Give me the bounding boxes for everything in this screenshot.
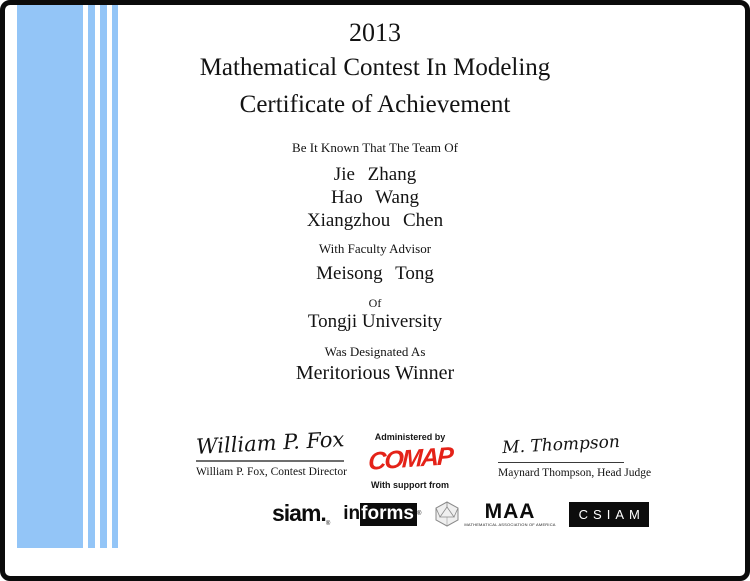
signature-block-head-judge [498,431,652,479]
head-judge-caption: Maynard Thompson, Head Judge [498,467,652,479]
signature-block-contest-director [195,427,347,478]
contest-director-caption: William P. Fox, Contest Director [196,466,347,478]
advisor-intro-text: With Faculty Advisor [318,241,432,256]
team-member-name: Xiangzhou Chen [306,210,444,231]
csiam-logo: CSIAM [569,502,649,527]
maa-icosahedron-icon [434,501,460,527]
advisor-name: Meisong Tong [316,263,434,284]
designation-text: Meritorious Winner [295,362,455,384]
team-member-name: Hao Wang [331,187,419,208]
of-label: Of [368,296,382,310]
registered-mark-icon: ® [416,511,422,517]
certificate-title: Certificate of Achievement [239,91,511,118]
head-judge-signature: M. Thompson [501,431,621,459]
designation-intro-text: Was Designated As [324,344,426,359]
signature-line [498,462,624,463]
sponsor-logo-row [272,499,649,529]
administered-by-label: Administered by [374,432,446,442]
contest-title: Mathematical Contest In Modeling [199,54,551,81]
contest-director-signature: William P. Fox [195,427,345,459]
institution-name: Tongji University [307,311,443,332]
team-member-name: Jie Zhang [333,164,417,185]
certificate-year: 2013 [349,18,401,47]
with-support-from-label: With support from [371,480,449,490]
siam-logo: $siam._®$ [272,500,331,528]
comap-logo: COMAP [367,442,453,476]
team-member-list [0,163,750,232]
maa-wordmark: MAA [484,500,536,523]
comap-block [352,432,468,490]
team-intro-text: Be It Known That The Team Of [292,140,458,155]
maa-logo [434,501,555,527]
informs-logo: in forms ® [343,502,422,524]
maa-caption: MATHEMATICAL ASSOCIATION OF AMERICA [464,522,556,527]
registered-mark-icon: ® [325,521,331,528]
